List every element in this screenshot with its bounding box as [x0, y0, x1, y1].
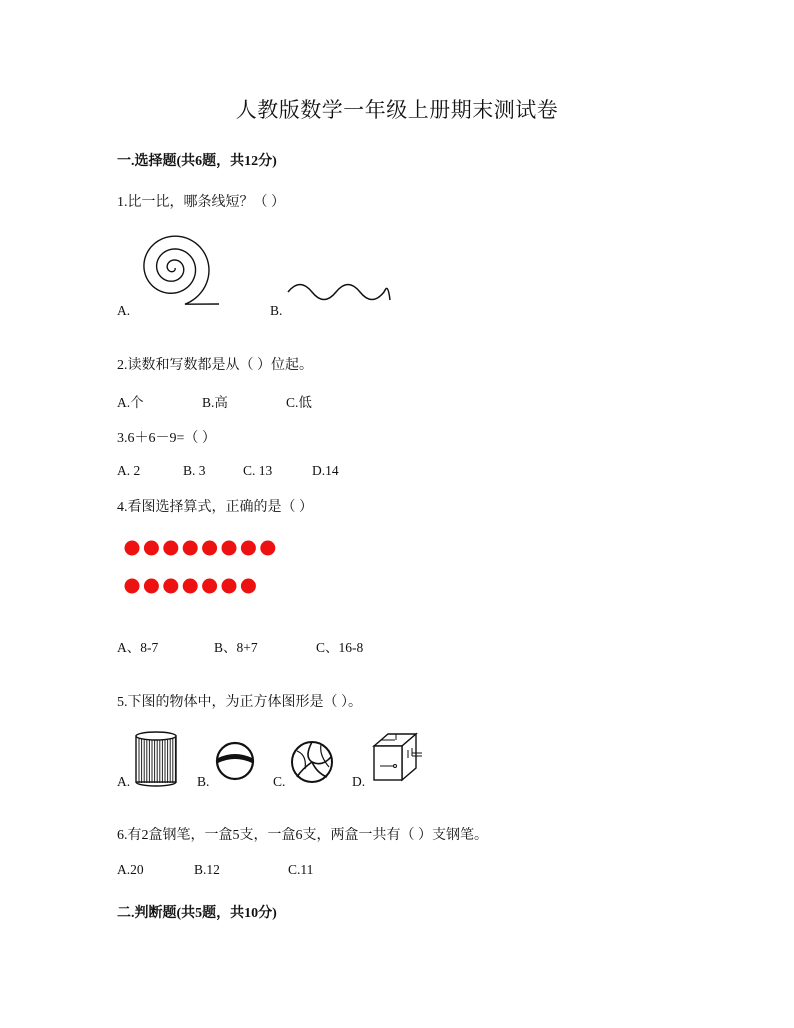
question-3-option-b: B. 3	[183, 463, 206, 478]
wavy-line-icon	[286, 278, 392, 308]
question-6-option-a: A.20	[117, 862, 144, 877]
question-5-text: 5.下图的物体中，为正方体图形是（ ）。	[117, 695, 362, 710]
red-dot	[144, 579, 159, 594]
red-dot	[260, 541, 275, 556]
question-5-option-b: B.	[197, 774, 210, 789]
volleyball-icon	[289, 739, 335, 785]
question-1-option-a: A.	[117, 303, 131, 318]
question-2-option-b: B.高	[202, 395, 228, 410]
red-dot	[163, 579, 178, 594]
section-heading-choice: 一.选择题(共6题，共12分)	[117, 154, 277, 169]
red-dots-figure	[120, 536, 280, 596]
question-5-option-a: A.	[117, 774, 131, 789]
question-2-text: 2.读数和写数都是从（ ）位起。	[117, 358, 313, 373]
ball-icon	[214, 740, 256, 782]
question-6-option-c: C.11	[288, 862, 314, 877]
question-5-option-d: D.	[352, 774, 366, 789]
spiral-icon	[136, 228, 226, 308]
red-dot	[202, 579, 217, 594]
red-dot	[241, 541, 256, 556]
red-dot	[144, 541, 159, 556]
red-dot	[125, 541, 140, 556]
red-dot	[222, 579, 237, 594]
question-3-option-a: A. 2	[117, 463, 141, 478]
question-4-option-c: C、16-8	[316, 640, 364, 655]
red-dot	[222, 541, 237, 556]
question-6-option-b: B.12	[194, 862, 220, 877]
question-5-option-c: C.	[273, 774, 286, 789]
question-1-text: 1.比一比，哪条线短？（ ）	[117, 195, 285, 210]
red-dot	[241, 579, 256, 594]
question-3-text: 3.6＋6－9=（ ）	[117, 431, 216, 446]
red-dot	[183, 541, 198, 556]
red-dot	[202, 541, 217, 556]
section-heading-judgement: 二.判断题(共5题，共10分)	[117, 906, 277, 921]
question-4-option-b: B、8+7	[214, 640, 258, 655]
question-4-text: 4.看图选择算式，正确的是（ ）	[117, 500, 313, 515]
page-title: 人教版数学一年级上册期末测试卷	[235, 98, 559, 122]
red-dot	[183, 579, 198, 594]
red-dot	[163, 541, 178, 556]
question-1-option-b: B.	[270, 303, 283, 318]
question-4-option-a: A、8-7	[117, 640, 159, 655]
question-2-option-a: A.个	[117, 395, 144, 410]
question-3-option-d: D.14	[312, 463, 339, 478]
cube-box-icon	[368, 728, 430, 786]
cylinder-icon	[134, 731, 180, 787]
question-6-text: 6.有2盒钢笔，一盒5支，一盒6支，两盒一共有（ ）支钢笔。	[117, 828, 488, 843]
question-3-option-c: C. 13	[243, 463, 273, 478]
question-2-option-c: C.低	[286, 395, 312, 410]
red-dot	[125, 579, 140, 594]
